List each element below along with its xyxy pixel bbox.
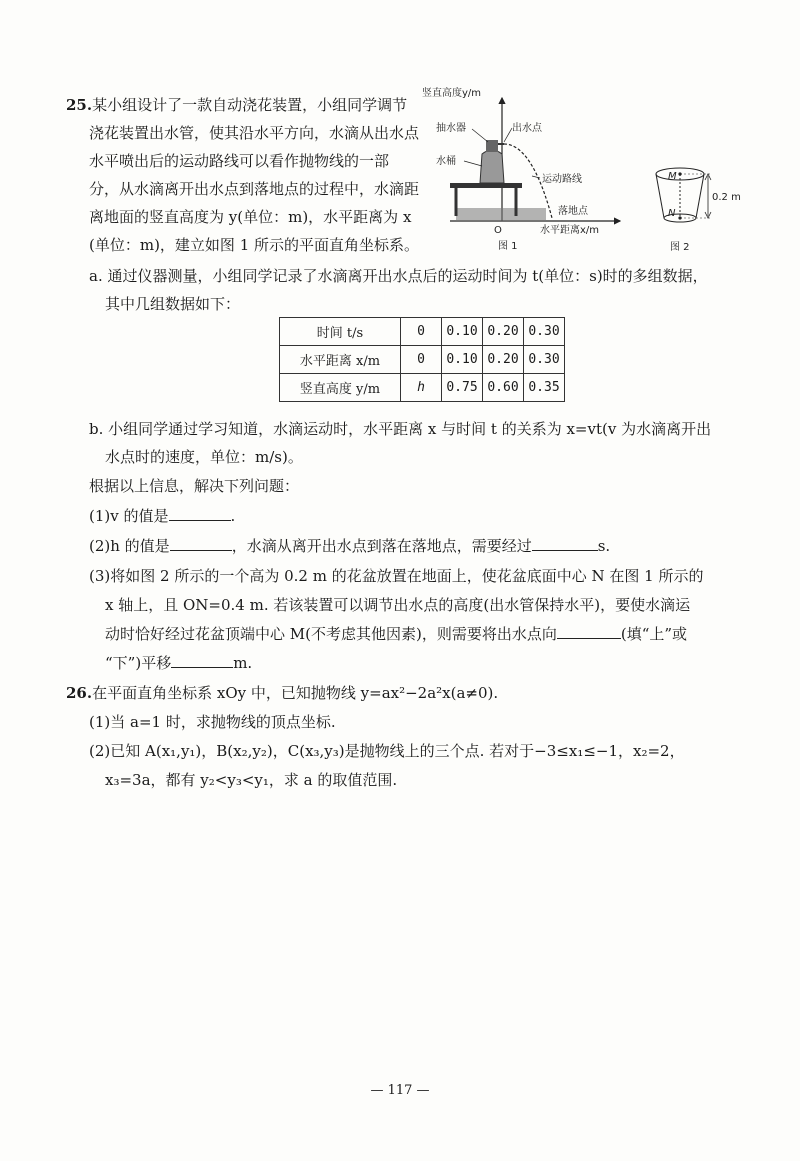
page-number: — 117 — — [370, 1083, 430, 1098]
q25-part-2-text: (2)h 的值是 — [89, 537, 170, 555]
answer-blank-time[interactable] — [532, 536, 598, 551]
label-path: 运动路线 — [542, 174, 582, 185]
q25-part-3-text: 动时恰好经过花盆顶端中心 M(不考虑其他因素)，则需要将出水点向 — [105, 625, 557, 643]
q26-part-1: (1)当 a=1 时，求抛物线的顶点坐标. — [89, 713, 336, 731]
table-cell: 0 — [401, 318, 442, 346]
q26-stem: 在平面直角坐标系 xOy 中，已知抛物线 y=ax²−2a²x(a≠0). — [92, 684, 499, 702]
q25-stem-4: 分，从水滴离开出水点到落地点的过程中，水滴距 — [89, 180, 420, 198]
q25-line-1 — [66, 95, 407, 115]
q26-part-2-line-2: x₃=3a，都有 y₂<y₃<y₁，求 a 的取值范围. — [105, 771, 398, 789]
table-cell: 竖直高度 y/m — [280, 374, 401, 402]
figure-1 — [422, 86, 630, 258]
table-row — [280, 346, 565, 374]
q25-intro: 根据以上信息，解决下列问题： — [89, 477, 300, 495]
label-height: 0.2 m — [712, 192, 741, 203]
q25-part-1-end: . — [230, 507, 236, 525]
q25-part-3-hint: (填“上”或 — [620, 625, 688, 643]
q25-number: 25. — [66, 96, 93, 114]
table-cell: 时间 t/s — [280, 318, 401, 346]
data-table — [279, 317, 565, 402]
q26-line-1 — [66, 683, 498, 703]
q25-part-3-line-4 — [105, 653, 252, 673]
label-N: N — [668, 208, 676, 219]
label-landing: 落地点 — [558, 206, 588, 217]
table-row — [280, 318, 565, 346]
table-top — [450, 183, 522, 188]
q25-part-1-text: (1)v 的值是 — [89, 507, 169, 525]
pot-side-left — [656, 174, 664, 218]
table-cell: 水平距离 x/m — [280, 346, 401, 374]
table-cell: 0 — [401, 346, 442, 374]
table-cell: 0.20 — [483, 318, 524, 346]
q25-part-2-end: s. — [597, 537, 611, 555]
table-cell: 0.35 — [524, 374, 565, 402]
table-cell: 0.60 — [483, 374, 524, 402]
label-bucket: 水桶 — [436, 156, 456, 167]
q25-part-3-text-2: “下”)平移 — [105, 654, 172, 672]
label-M: M — [668, 171, 677, 182]
q25-part-3-line-1: (3)将如图 2 所示的一个高为 0.2 m 的花盆放置在地面上，使花盆底面中心 N 在图 1 所示的 — [89, 567, 704, 585]
label-pump: 抽水器 — [436, 123, 466, 134]
caption-fig-2: 图 2 — [670, 242, 690, 253]
q26-number: 26. — [66, 684, 93, 702]
table-cell: 0.10 — [442, 346, 483, 374]
table-cell: 0.10 — [442, 318, 483, 346]
label-x-axis: 水平距离x/m — [540, 225, 600, 236]
q25-stem-3: 水平喷出后的运动路线可以看作抛物线的一部 — [89, 152, 390, 170]
label-outlet: 出水点 — [512, 123, 542, 134]
answer-blank-h[interactable] — [170, 536, 232, 551]
answer-blank-direction[interactable] — [557, 624, 621, 639]
q25-stem-1: 某小组设计了一款自动浇花装置，小组同学调节 — [92, 96, 408, 114]
table-cell: 0.30 — [524, 318, 565, 346]
q26-part-2-line-1: (2)已知 A(x₁,y₁)，B(x₂,y₂)，C(x₃,y₃)是抛物线上的三个点. 若对于−3≤x₁≤−1，x₂=2， — [89, 742, 685, 760]
q25-b-line-2: 水点时的速度，单位：m/s)。 — [105, 448, 303, 466]
q25-part-2 — [89, 536, 610, 556]
q25-stem-2: 浇花装置出水管，使其沿水平方向，水滴从出水点 — [89, 124, 420, 142]
figure-2 — [648, 148, 748, 258]
q25-part-3-end: m. — [233, 654, 253, 672]
q25-part-3-line-3 — [105, 624, 687, 644]
q25-part-2-mid: ，水滴从离开出水点到落在落地点，需要经过 — [231, 537, 532, 555]
table-row — [280, 374, 565, 402]
table-cell: 0.75 — [442, 374, 483, 402]
q25-b-line-1: b. 小组同学通过学习知道，水滴运动时，水平距离 x 与时间 t 的关系为 x=vt(v 为水滴离开出 — [89, 420, 712, 438]
q25-part-3-line-2: x 轴上，且 ON=0.4 m. 若该装置可以调节出水点的高度(出水管保持水平)，要使水滴运 — [105, 596, 691, 614]
table-cell: 0.20 — [483, 346, 524, 374]
q25-stem-6: (单位：m)，建立如图 1 所示的平面直角坐标系。 — [89, 236, 420, 254]
answer-blank-distance[interactable] — [171, 653, 233, 668]
caption-fig-1: 图 1 — [498, 241, 518, 252]
q25-a-line-1: a. 通过仪器测量，小组同学记录了水滴离开出水点后的运动时间为 t(单位：s)时的多组数据， — [89, 267, 708, 285]
pot-side-right — [696, 174, 704, 218]
table-cell: 0.30 — [524, 346, 565, 374]
label-y-axis: 竖直高度y/m — [422, 88, 482, 99]
label-origin: O — [494, 225, 502, 236]
q25-stem-5: 离地面的竖直高度为 y(单位：m)，水平距离为 x — [89, 208, 412, 226]
table-cell: h — [401, 374, 442, 402]
q25-part-1 — [89, 506, 235, 526]
water-bucket-shape — [480, 150, 504, 183]
q25-a-line-2: 其中几组数据如下： — [105, 295, 241, 313]
ground-patch — [456, 208, 546, 222]
answer-blank-v[interactable] — [169, 506, 231, 521]
